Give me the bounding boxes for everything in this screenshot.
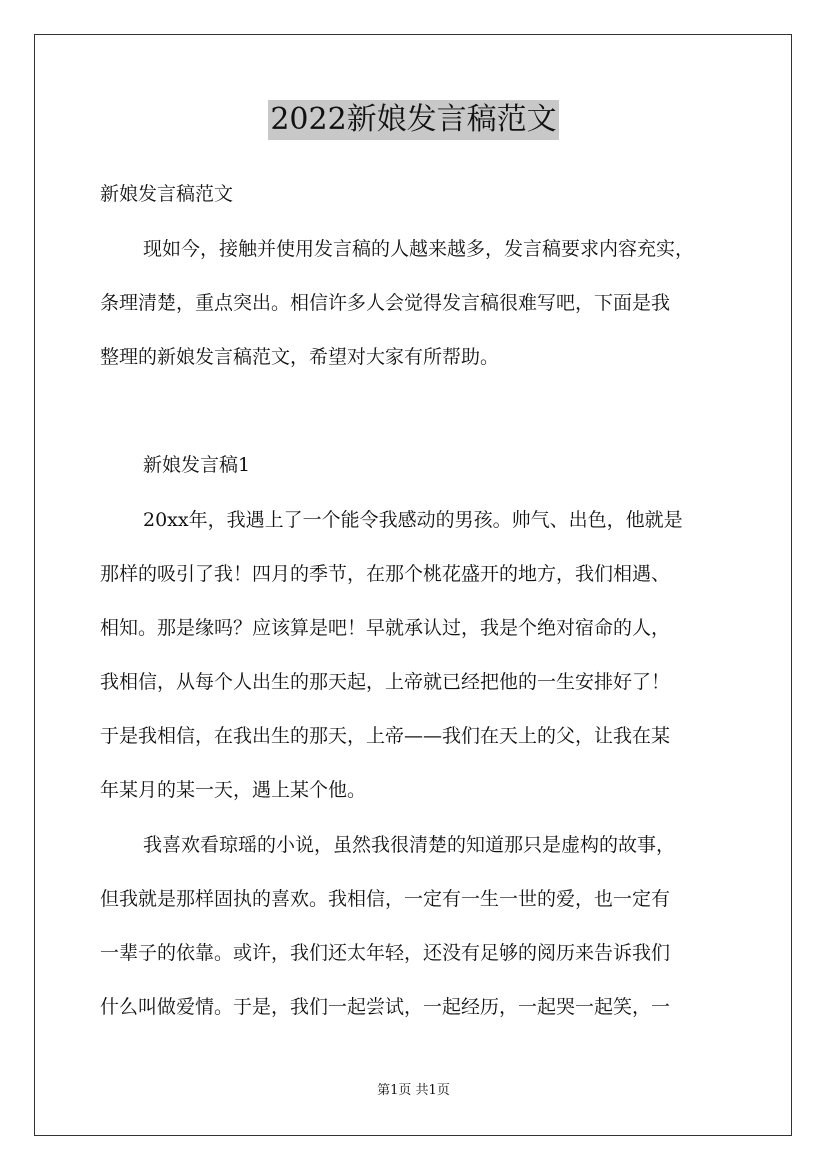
paragraph-line: 什么叫做爱情。于是，我们一起尝试，一起经历，一起哭一起笑，一 [100, 996, 671, 1018]
page-number: 第1页 共1页 [377, 1083, 450, 1098]
paragraph-line: 相知。那是缘吗？应该算是吧！早就承认过，我是个绝对宿命的人， [100, 617, 671, 639]
paragraph-line: 条理清楚，重点突出。相信许多人会觉得发言稿很难写吧，下面是我 [100, 292, 671, 314]
paragraph-line: 年某月的某一天，遇上某个他。 [100, 779, 367, 801]
title-container [0, 100, 827, 140]
paragraph-line: 于是我相信，在我出生的那天，上帝——我们在天上的父，让我在某 [100, 725, 671, 747]
paragraph-line: 20xx年，我遇上了一个能令我感动的男孩。帅气、出色，他就是 [143, 509, 683, 531]
paragraph-line: 我相信，从每个人出生的那天起，上帝就已经把他的一生安排好了！ [100, 671, 671, 693]
paragraph-line: 我喜欢看琼瑶的小说，虽然我很清楚的知道那只是虚构的故事， [143, 834, 676, 856]
paragraph-line: 但我就是那样固执的喜欢。我相信，一定有一生一世的爱，也一定有 [100, 888, 671, 910]
page-footer [0, 1082, 827, 1100]
paragraph-line: 整理的新娘发言稿范文，希望对大家有所帮助。 [100, 346, 500, 368]
section-heading: 新娘发言稿1 [143, 454, 251, 476]
paragraph-line: 那样的吸引了我！四月的季节，在那个桃花盛开的地方，我们相遇、 [100, 563, 671, 585]
paragraph-line: 一辈子的依靠。或许，我们还太年轻，还没有足够的阅历来告诉我们 [100, 942, 671, 964]
subtitle: 新娘发言稿范文 [100, 183, 234, 205]
document-title: 2022新娘发言稿范文 [268, 100, 558, 140]
paragraph-line: 现如今，接触并使用发言稿的人越来越多，发言稿要求内容充实， [143, 238, 695, 260]
